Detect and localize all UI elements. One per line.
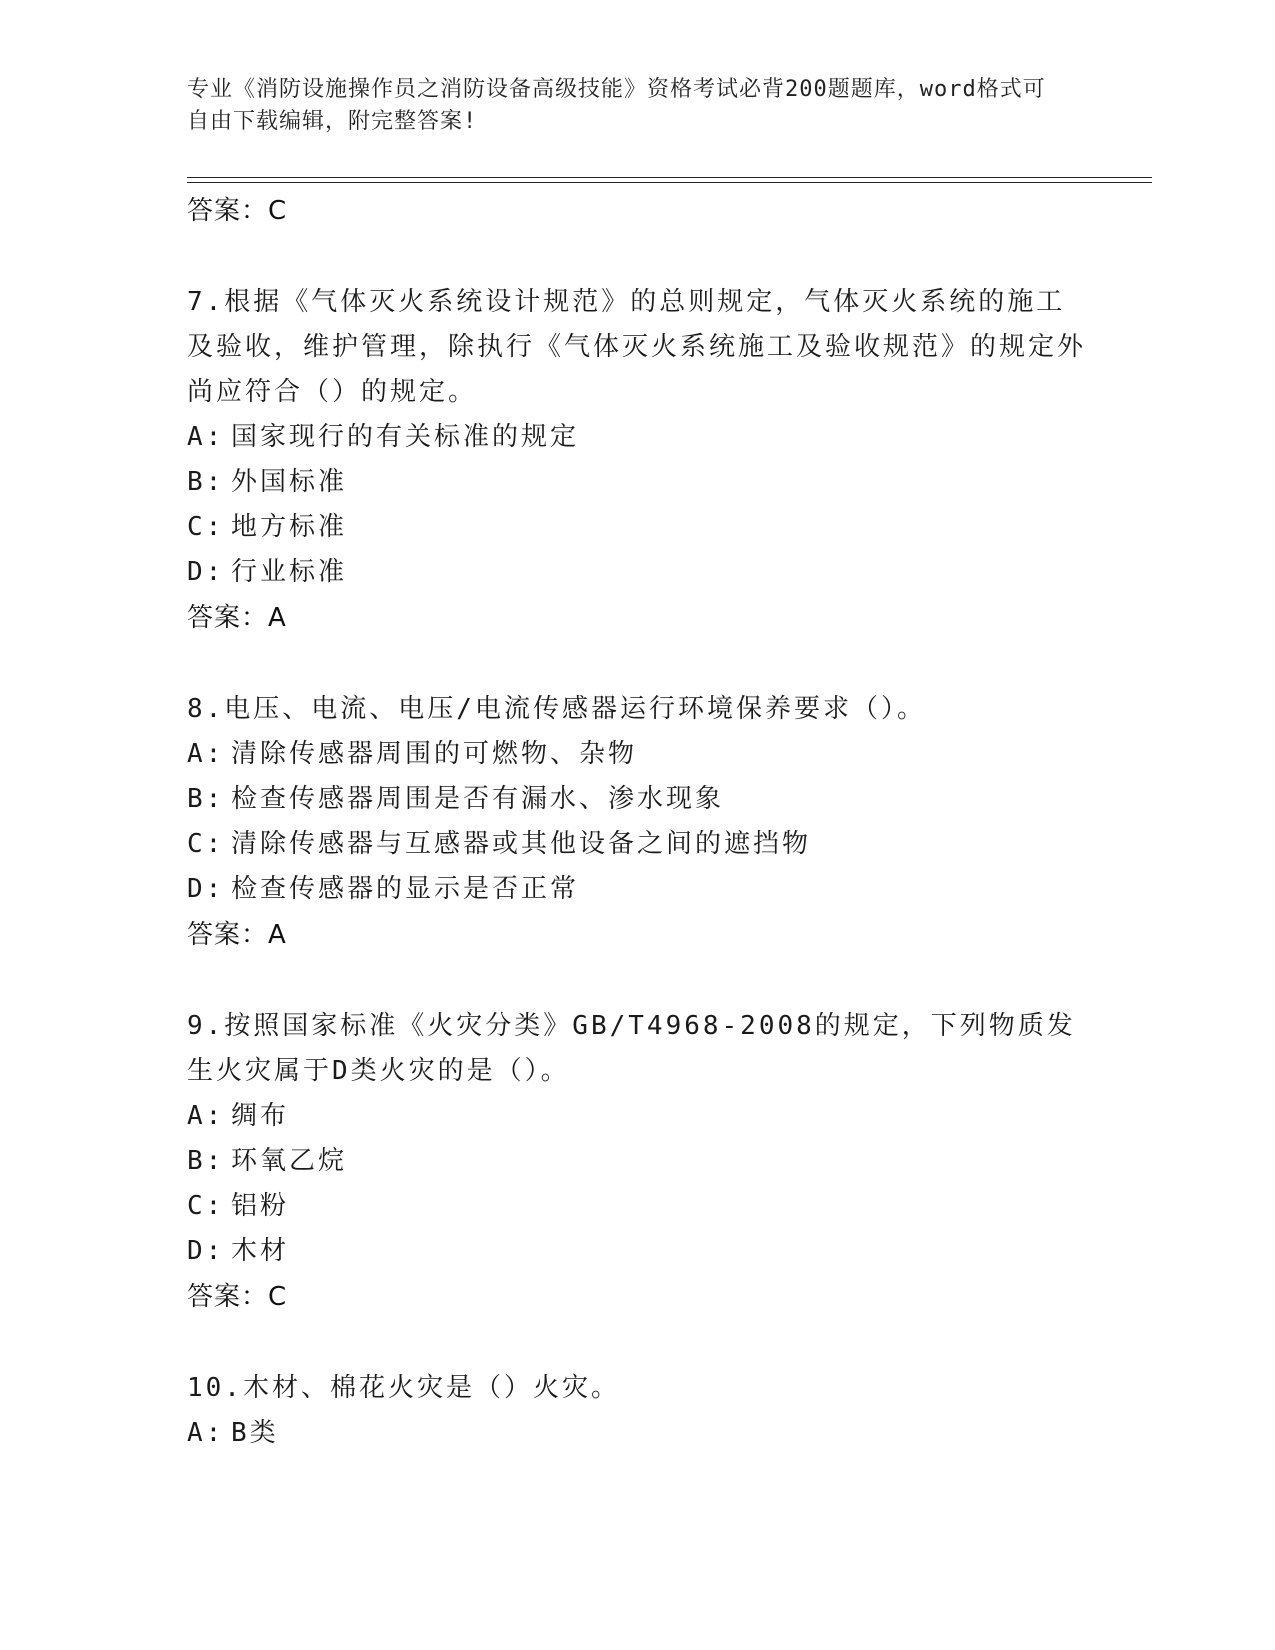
header-rule-top (187, 177, 1152, 178)
option-b (187, 777, 1087, 822)
question-stem: 9.按照国家标准《火灾分类》GB/T4968-2008的规定，下列物质发生火灾属于D类火灾的是（）。 (187, 1011, 1076, 1086)
option-d (187, 1229, 1087, 1274)
option-text: 清除传感器与互感器或其他设备之间的遮挡物 (231, 829, 812, 859)
question-list (187, 188, 1087, 1456)
question-item (187, 1004, 1087, 1320)
option-letter: B: (187, 1146, 225, 1176)
option-letter: D: (187, 874, 225, 904)
option-text: 铝粉 (231, 1191, 290, 1221)
header-rule-bottom (187, 182, 1152, 183)
option-a (187, 1411, 1087, 1456)
question-item (187, 687, 1087, 958)
option-a (187, 1094, 1087, 1139)
answer-line: 答案：C (187, 196, 288, 226)
option-a (187, 415, 1087, 460)
option-letter: B: (187, 467, 225, 497)
option-d (187, 550, 1087, 595)
option-letter: A: (187, 739, 225, 769)
question-item (187, 1366, 1087, 1456)
option-text: 检查传感器的显示是否正常 (231, 874, 580, 904)
option-text: 地方标准 (231, 512, 348, 542)
question-item (187, 280, 1087, 641)
answer-line: 答案：A (187, 603, 287, 633)
option-letter: D: (187, 557, 225, 587)
option-letter: D: (187, 1236, 225, 1266)
option-letter: A: (187, 1101, 225, 1131)
option-text: 国家现行的有关标准的规定 (231, 422, 580, 452)
option-text: 绸布 (231, 1101, 290, 1131)
option-letter: A: (187, 422, 225, 452)
document-header: 专业《消防设施操作员之消防设备高级技能》资格考试必背200题题库，word格式可自由下载编辑，附完整答案! (187, 77, 1046, 134)
option-text: B类 (231, 1418, 279, 1448)
option-c (187, 822, 1087, 867)
option-text: 木材 (231, 1236, 290, 1266)
option-text: 外国标准 (231, 467, 348, 497)
answer-line: 答案：C (187, 1282, 288, 1312)
option-c (187, 505, 1087, 550)
option-letter: C: (187, 829, 225, 859)
option-letter: A: (187, 1418, 225, 1448)
option-b (187, 460, 1087, 505)
option-letter: C: (187, 1191, 225, 1221)
option-text: 行业标准 (231, 557, 348, 587)
option-a (187, 732, 1087, 777)
question-stem: 10.木材、棉花火灾是（）火灾。 (187, 1373, 620, 1403)
option-d (187, 867, 1087, 912)
option-text: 清除传感器周围的可燃物、杂物 (231, 739, 638, 769)
option-letter: B: (187, 784, 225, 814)
option-c (187, 1184, 1087, 1229)
question-stem: 8.电压、电流、电压/电流传感器运行环境保养要求（）。 (187, 694, 926, 724)
option-text: 检查传感器周围是否有漏水、渗水现象 (231, 784, 725, 814)
option-text: 环氧乙烷 (231, 1146, 348, 1176)
question-stem: 7.根据《气体灭火系统设计规范》的总则规定，气体灭火系统的施工及验收，维护管理，除执行《气体灭火系统施工及验收规范》的规定外尚应符合（）的规定。 (187, 287, 1087, 407)
answer-line: 答案：A (187, 920, 287, 950)
option-letter: C: (187, 512, 225, 542)
option-b (187, 1139, 1087, 1184)
